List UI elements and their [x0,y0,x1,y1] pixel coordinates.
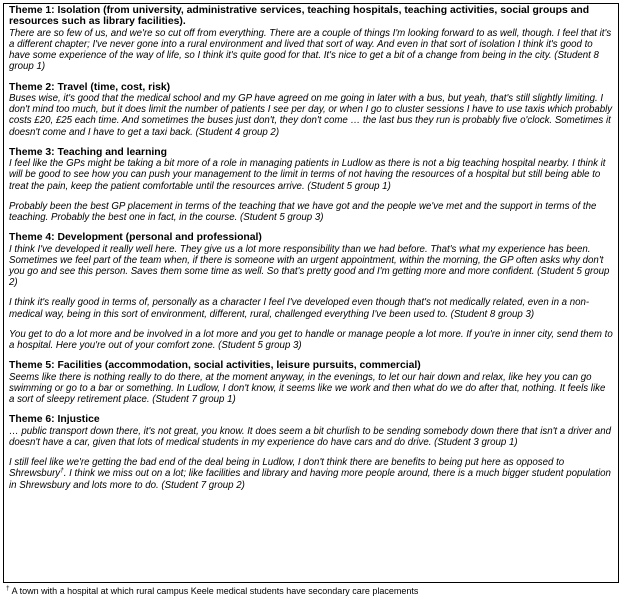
theme-4-title: Theme 4: Development (personal and professional) [9,232,262,244]
footnote [6,586,418,597]
theme-5 [9,360,613,405]
theme-1-title: Theme 1: Isolation (from university, administrative services, teaching hospitals, teaching activities, social groups and resources such as library facilities). [9,5,590,28]
theme-6-quote-2-before: I still feel like we're getting the bad end of the deal being in Ludlow, I don't think there are benefits to being put here as opposed to Shrewsbury [9,457,565,480]
theme-5-quote-1: Seems like there is nothing really to do there, at the moment anyway, in the evenings, to let our hair down and relax, like hey you can go swimming or go to a bar or something. In Ludlow, I don't know, it seems like we work and then what do we do after that, nothing. It feels like a sort of sleepy retirement place. (Student 7 group 1) [9,371,606,406]
theme-4 [9,232,613,351]
theme-5-title: Theme 5: Facilities (accommodation, social activities, leisure pursuits, commercial) [9,360,421,372]
themes-table [3,3,619,583]
theme-6-title: Theme 6: Injustice [9,414,100,426]
theme-6-quote-2 [9,457,613,491]
theme-6 [9,414,613,490]
theme-4-quote-3: You get to do a lot more and be involved in a lot more and you get to handle or manage people a lot more. If you're in inner city, send them to a hospital. Here you're out of your comfort zone. (Student 5 group 3) [9,328,613,352]
theme-4-quote-2: I think it's really good in terms of, personally as a character I feel I've developed even though that's not medically related, even in a non-medical way, being in this sort of environment, different, rural, challenged everything I've been used to. (Student 8 group 3) [9,297,590,320]
theme-2-quote-1: Buses wise, it's good that the medical school and my GP have agreed on me going in later with a bus, but yeah, that's still slightly limiting. I don't mind too much, but it does limit the number of patients I see per day, or when I go to cluster sessions I have to use taxis which probably costs £20, £25 each time. And sometimes the buses just don't, they don't come … the last bus they run is probably five o'clock. Sometimes it doesn't come and I have to get a taxi back. (Student 4 group 2) [9,93,613,138]
theme-3-quote-2: Probably been the best GP placement in terms of the teaching that we have got and the people we've met and the support in terms of the teaching. Probably the best one in fact, in the course. (Student 5 group 3) [9,200,597,224]
theme-6-quote-2-after: . I think we miss out on a lot; like facilities and library and having more people around, there is a much bigger student population in Shrewsbury and lots more to do. (Student 7 group 2) [9,468,611,491]
theme-3-quote-1: I feel like the GPs might be taking a bit more of a role in managing patients in Ludlow as there is not a big teaching hospital nearby. I think it will be good to see how you can push your management to the limit in terms of not having the resources of a hospital but still being able to treat the pain, keep the patient comfortable until the resources arrive. (Student 5 group 1) [9,158,606,192]
footnote-marker: † [6,585,10,592]
footnote-marker: † [60,467,64,475]
theme-4-quote-1: I think I've developed it really well here. They give us a lot more responsibility than we had before. That's what my experience has been. Sometimes we feel part of the team when, if there is someone with an urgent appointment, within the morning, the GP often asks why don't you go and see this person. Saves them some time as well. So that's pretty good and I'm getting more and more confident. (Student 5 group 2) [9,243,610,289]
theme-6-quote-1: … public transport down there, it's not great, you know. It does seem a bit churlish to be sending somebody down there that isn't a driver and doesn't have a car, given that lots of medical students in my experience do have cars and do drive. (Student 3 group 1) [9,425,611,448]
footnote-text: A town with a hospital at which rural campus Keele medical students have secondary care placements [9,586,419,596]
theme-3 [9,147,613,223]
theme-2-title: Theme 2: Travel (time, cost, risk) [9,81,171,93]
theme-2 [9,82,613,138]
theme-3-title: Theme 3: Teaching and learning [9,146,168,158]
theme-1 [9,5,613,73]
theme-1-quote-1: There are so few of us, and we're so cut off from everything. There are a couple of things I'm looking forward to as well, though. I feel that it's a different chapter; I've never gone into a rural environment and lived that sort of way. And even in that sort of isolation I think it's good to have some experience of the way of life, so I think it's quite good for that. It's nice to get a bit of a change from being in the city. (Student 8 group 1) [9,27,612,73]
